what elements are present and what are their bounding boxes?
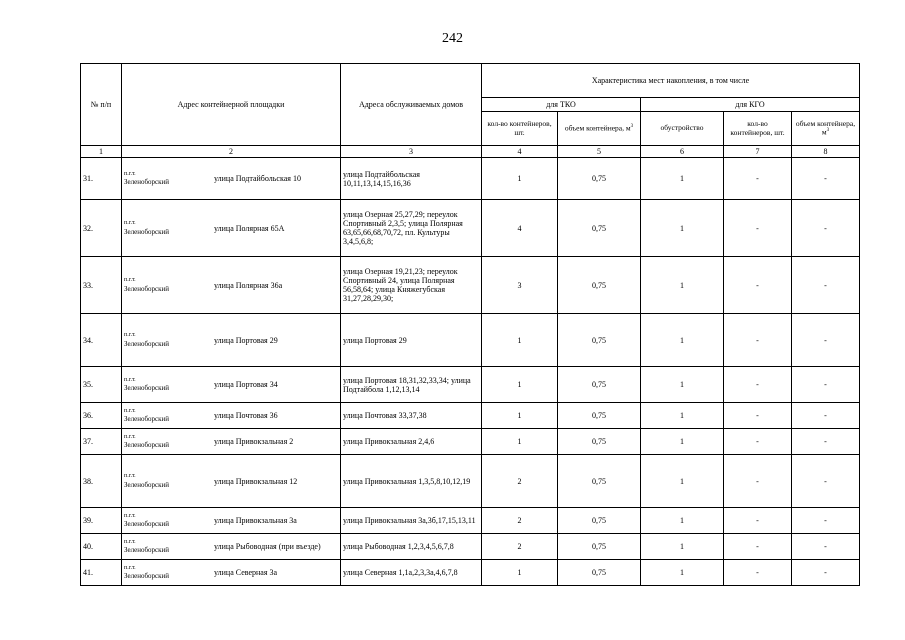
row-town <box>124 377 210 393</box>
row-number: 33. <box>81 257 122 314</box>
row-town-name: Зеленоборский <box>124 339 170 348</box>
table-row <box>81 429 860 455</box>
row-kgo-volume: - <box>792 560 860 586</box>
row-houses: улица Привокзальная 2,4,6 <box>341 429 482 455</box>
row-town-type: п.г.т. <box>124 332 136 339</box>
row-houses: улица Северная 1,1а,2,3,3а,4,6,7,8 <box>341 560 482 586</box>
header-kgo-equip: обустройство <box>641 112 724 146</box>
row-tko-volume: 0,75 <box>558 158 641 200</box>
row-tko-count: 2 <box>482 455 558 508</box>
col-number: 1 <box>81 146 122 158</box>
row-tko-volume: 0,75 <box>558 367 641 403</box>
row-tko-volume: 0,75 <box>558 429 641 455</box>
row-kgo-count: - <box>724 560 792 586</box>
row-houses: улица Озерная 25,27,29; переулок Спортивный 2,3,5; улица Полярная 63,65,66,68,70,72, пл. Культуры 3,4,5,6,8; <box>341 200 482 257</box>
row-tko-volume: 0,75 <box>558 257 641 314</box>
row-tko-count: 1 <box>482 403 558 429</box>
row-kgo-count: - <box>724 455 792 508</box>
row-number: 41. <box>81 560 122 586</box>
col-number: 2 <box>122 146 341 158</box>
row-address <box>122 257 341 314</box>
row-houses: улица Привокзальная 3а,3б,17,15,13,11 <box>341 508 482 534</box>
header-tko: для ТКО <box>482 98 641 112</box>
row-town-name: Зеленоборский <box>124 415 170 424</box>
row-town <box>124 171 210 187</box>
header-houses: Адреса обслуживаемых домов <box>341 64 482 146</box>
row-kgo-equip: 1 <box>641 200 724 257</box>
row-town-name: Зеленоборский <box>124 546 170 555</box>
header-kgo: для КГО <box>641 98 860 112</box>
row-town-name: Зеленоборский <box>124 441 170 450</box>
row-town-name: Зеленоборский <box>124 178 170 187</box>
row-town-name: Зеленоборский <box>124 284 170 293</box>
row-street: улица Полярная 36а <box>214 280 283 290</box>
row-tko-volume: 0,75 <box>558 455 641 508</box>
row-kgo-count: - <box>724 534 792 560</box>
row-kgo-equip: 1 <box>641 367 724 403</box>
row-kgo-volume: - <box>792 257 860 314</box>
row-tko-volume: 0,75 <box>558 534 641 560</box>
row-tko-volume: 0,75 <box>558 560 641 586</box>
row-kgo-equip: 1 <box>641 508 724 534</box>
row-houses: улица Рыбоводная 1,2,3,4,5,6,7,8 <box>341 534 482 560</box>
row-tko-count: 1 <box>482 314 558 367</box>
row-houses: улица Подтайбольская 10,11,13,14,15,16,36 <box>341 158 482 200</box>
row-town-type: п.г.т. <box>124 473 136 480</box>
col-number: 7 <box>724 146 792 158</box>
col-number: 4 <box>482 146 558 158</box>
row-kgo-count: - <box>724 314 792 367</box>
row-kgo-equip: 1 <box>641 158 724 200</box>
col-number: 3 <box>341 146 482 158</box>
row-tko-volume: 0,75 <box>558 314 641 367</box>
table-row <box>81 560 860 586</box>
table-row <box>81 314 860 367</box>
row-kgo-equip: 1 <box>641 314 724 367</box>
row-tko-count: 1 <box>482 367 558 403</box>
column-numbers-row <box>81 146 860 158</box>
row-number: 39. <box>81 508 122 534</box>
row-address <box>122 508 341 534</box>
row-number: 31. <box>81 158 122 200</box>
header-address: Адрес контейнерной площадки <box>122 64 341 146</box>
row-kgo-count: - <box>724 257 792 314</box>
row-tko-count: 4 <box>482 200 558 257</box>
row-kgo-volume: - <box>792 455 860 508</box>
row-number: 36. <box>81 403 122 429</box>
row-kgo-equip: 1 <box>641 534 724 560</box>
row-address <box>122 200 341 257</box>
row-street: улица Северная 3а <box>214 568 278 578</box>
table-row <box>81 158 860 200</box>
row-town-type: п.г.т. <box>124 407 136 414</box>
header-kgo-volume: объем контейнера, $м^3$ <box>792 112 860 146</box>
table-row <box>81 403 860 429</box>
row-kgo-count: - <box>724 429 792 455</box>
row-tko-volume: 0,75 <box>558 508 641 534</box>
row-number: 37. <box>81 429 122 455</box>
row-street: улица Привокзальная 3а <box>214 516 297 526</box>
row-town <box>124 408 210 424</box>
row-tko-count: 3 <box>482 257 558 314</box>
row-number: 35. <box>81 367 122 403</box>
header-kgo-count: кол-во контейнеров, шт. <box>724 112 792 146</box>
table-row <box>81 534 860 560</box>
row-town <box>124 277 210 293</box>
row-tko-count: 1 <box>482 560 558 586</box>
row-kgo-count: - <box>724 200 792 257</box>
row-kgo-count: - <box>724 508 792 534</box>
row-number: 38. <box>81 455 122 508</box>
row-kgo-equip: 1 <box>641 403 724 429</box>
table-row <box>81 200 860 257</box>
row-kgo-volume: - <box>792 403 860 429</box>
row-street: улица Портовая 34 <box>214 380 278 390</box>
page-number: 242 <box>442 31 463 46</box>
row-kgo-volume: - <box>792 367 860 403</box>
row-town <box>124 332 210 348</box>
table-row <box>81 367 860 403</box>
row-kgo-equip: 1 <box>641 257 724 314</box>
row-kgo-volume: - <box>792 200 860 257</box>
table-body <box>81 158 860 586</box>
row-kgo-count: - <box>724 158 792 200</box>
containers-table <box>80 63 860 586</box>
row-street: улица Подтайбольская 10 <box>214 174 301 184</box>
row-town-name: Зеленоборский <box>124 480 170 489</box>
row-street: улица Рыбоводная (при въезде) <box>214 542 321 552</box>
row-address <box>122 429 341 455</box>
row-town-type: п.г.т. <box>124 277 136 284</box>
row-town-type: п.г.т. <box>124 220 136 227</box>
row-kgo-volume: - <box>792 158 860 200</box>
row-town-name: Зеленоборский <box>124 520 170 529</box>
row-address <box>122 403 341 429</box>
row-town <box>124 220 210 236</box>
header-tko-volume: объем контейнера, $м^3$ <box>558 112 641 146</box>
header-num: № п/п <box>81 64 122 146</box>
row-houses: улица Портовая 18,31,32,33,34; улица Подтайбола 1,12,13,14 <box>341 367 482 403</box>
row-tko-count: 2 <box>482 508 558 534</box>
row-tko-count: 1 <box>482 158 558 200</box>
row-town-type: п.г.т. <box>124 376 136 383</box>
row-street: улица Привокзальная 2 <box>214 437 294 447</box>
col-number: 5 <box>558 146 641 158</box>
row-kgo-equip: 1 <box>641 429 724 455</box>
row-houses: улица Почтовая 33,37,38 <box>341 403 482 429</box>
row-kgo-equip: 1 <box>641 560 724 586</box>
row-street: улица Привокзальная 12 <box>214 476 298 486</box>
col-number: 6 <box>641 146 724 158</box>
row-town <box>124 513 210 529</box>
row-kgo-volume: - <box>792 508 860 534</box>
header-characteristics: Характеристика мест накопления, в том числе <box>482 64 860 98</box>
row-street: улица Почтовая 36 <box>214 411 278 421</box>
row-houses: улица Портовая 29 <box>341 314 482 367</box>
row-address <box>122 158 341 200</box>
row-kgo-volume: - <box>792 534 860 560</box>
row-tko-volume: 0,75 <box>558 403 641 429</box>
row-town <box>124 434 210 450</box>
row-town-type: п.г.т. <box>124 170 136 177</box>
row-kgo-volume: - <box>792 429 860 455</box>
row-number: 32. <box>81 200 122 257</box>
row-address <box>122 455 341 508</box>
header-tko-count: кол-во контейнеров, шт. <box>482 112 558 146</box>
row-houses: улица Озерная 19,21,23; переулок Спортивный 24, улица Полярная 56,58,64; улица Княжегубская 31,27,28,29,30; <box>341 257 482 314</box>
row-kgo-volume: - <box>792 314 860 367</box>
table-row <box>81 508 860 534</box>
col-number: 8 <box>792 146 860 158</box>
row-town <box>124 539 210 555</box>
row-town-name: Зеленоборский <box>124 227 170 236</box>
row-address <box>122 314 341 367</box>
row-number: 40. <box>81 534 122 560</box>
row-address <box>122 534 341 560</box>
row-tko-volume: 0,75 <box>558 200 641 257</box>
row-tko-count: 2 <box>482 534 558 560</box>
row-houses: улица Привокзальная 1,3,5,8,10,12,19 <box>341 455 482 508</box>
row-town-name: Зеленоборский <box>124 572 170 581</box>
row-tko-count: 1 <box>482 429 558 455</box>
row-street: улица Полярная 65А <box>214 223 285 233</box>
row-town-type: п.г.т. <box>124 564 136 571</box>
row-address <box>122 367 341 403</box>
row-kgo-equip: 1 <box>641 455 724 508</box>
row-street: улица Портовая 29 <box>214 335 278 345</box>
row-town-type: п.г.т. <box>124 512 136 519</box>
row-number: 34. <box>81 314 122 367</box>
row-kgo-count: - <box>724 403 792 429</box>
row-town-type: п.г.т. <box>124 538 136 545</box>
row-town-type: п.г.т. <box>124 433 136 440</box>
row-town <box>124 565 210 581</box>
table-row <box>81 257 860 314</box>
row-town <box>124 473 210 489</box>
row-town-name: Зеленоборский <box>124 384 170 393</box>
table-row <box>81 455 860 508</box>
row-kgo-count: - <box>724 367 792 403</box>
row-address <box>122 560 341 586</box>
